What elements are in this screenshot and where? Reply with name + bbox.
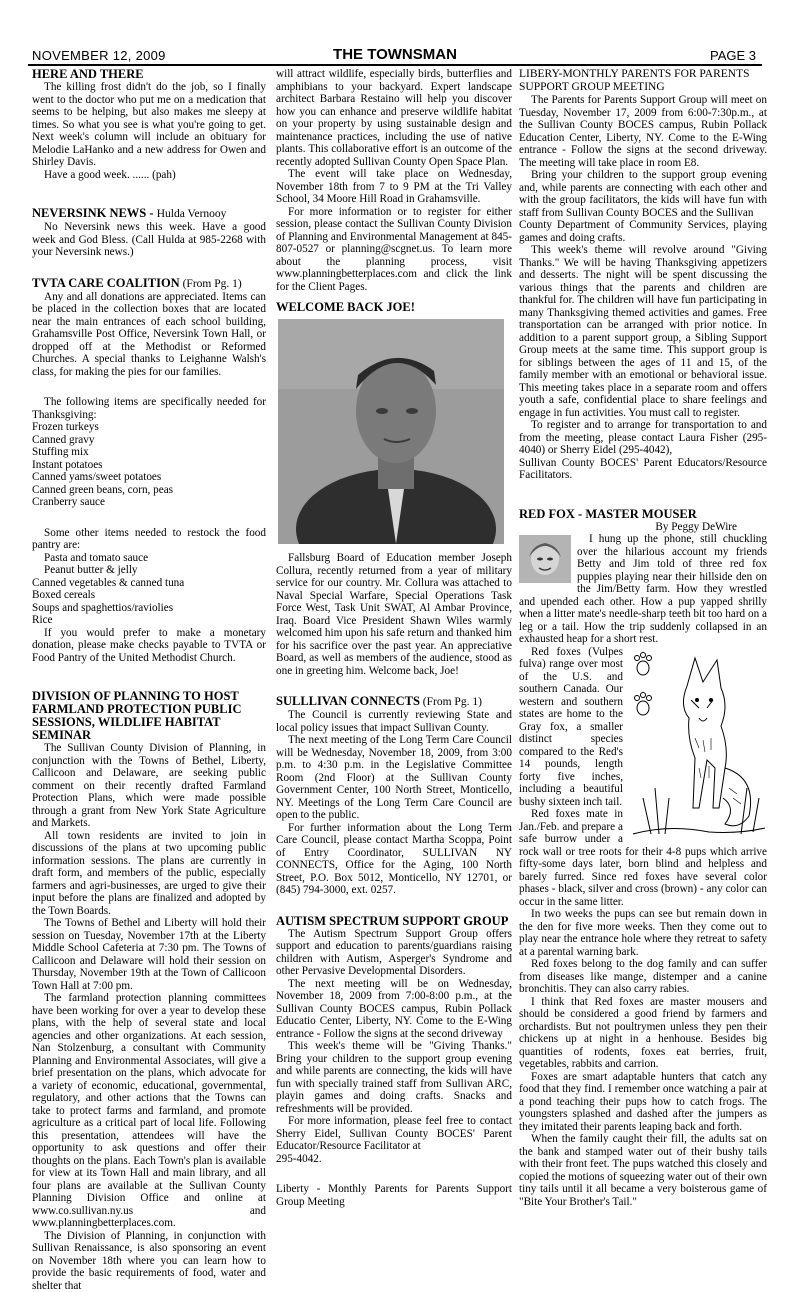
here-and-there-heading: HERE AND THERE	[32, 68, 266, 81]
joe-collura-photo	[278, 319, 504, 544]
neversink-author: Hulda Vernooy	[157, 208, 227, 220]
article-paragraph: The Sullivan County Division of Planning, in conjunction with the Towns of Bethel, Liberty, Callicoon and Delaware, are seeking public comment on their recently drafted Farmland Protection Plans, which were made possible through a grant from New York State Agriculture and Markets.	[32, 742, 266, 830]
column-3	[519, 68, 767, 1208]
neversink-news-heading: NEVERSINK NEWS - Hulda Vernooy	[32, 207, 266, 221]
article-paragraph: 295-4042.	[276, 1153, 512, 1166]
article-paragraph: To register and to arrange for transportation to and from the meeting, please contact Laura Fisher (295-4040) or Sherry Eidel (295-4042),	[519, 419, 767, 457]
article-paragraph: The next meeting of the Long Term Care Council will be Wednesday, November 18, 2009, from 3:00 p.m. to 4:30 p.m. in the Legislative Committee Room (2nd Floor) at the Sullivan County Government Center, 100 North Street, Monticello, NY. Meetings of the Long Term Care Council are open to the public.	[276, 734, 512, 822]
article-paragraph: Foxes are smart adaptable hunters that catch any food that they find. I remember once watching a pair at a pond teaching their pups how to catch frogs. The youngsters splashed and dashed after the jumpers as they imitated their parents leaping back and forth.	[519, 1071, 767, 1134]
red-fox-heading: RED FOX - MASTER MOUSER	[519, 508, 767, 521]
article-paragraph: The following items are specifically needed for Thanksgiving:	[32, 396, 266, 421]
liberty-parents-heading: LIBERY-MONTHLY PARENTS FOR PARENTS SUPPORT GROUP MEETING	[519, 68, 767, 94]
list-item: Canned yams/sweet potatoes	[32, 471, 266, 484]
article-paragraph: Fallsburg Board of Education member Joseph Collura, recently returned from a year of military service for our country. Mr. Collura was attached to Naval Special Warfare, Special Operations Task Force West, Task Unit SWAT, Al Ambar Province, Iraq. Board Vice President Shawn Wiles warmly welcomed him upon his safe return and thanked him for his sacrifice over the past year. An appreciative Board, as well as members of the audience, stood as one in greeting him. Welcome back, Joe!	[276, 552, 512, 677]
list-item: Canned green beans, corn, peas	[32, 484, 266, 497]
article-paragraph: This week's theme will revolve around "Giving Thanks." We will be having Thanksgiving appetizers and desserts. The night will be spent discussing the various things that the parents and children are thankful for. The children will have fun participating in many Thanksgiving themed activities and games. Free transportation can be arranged with prior notice. In addition to a parent support group, a Sibling Support Group meets at the same time. This support group is for siblings between the ages of 11 and 15, of the family member with an emotional or behavioral issue. This meeting takes place in a separate room and offers youth a safe, confidential place to share feelings and engage in fun activities. You must call to register.	[519, 244, 767, 419]
article-paragraph: Red foxes belong to the dog family and can suffer from diseases like mange, distemper and a canine bronchitis. They can also carry rabies.	[519, 958, 767, 996]
list-item: Frozen turkeys	[32, 421, 266, 434]
column-2	[276, 68, 512, 1208]
list-item: Stuffing mix	[32, 446, 266, 459]
peggy-dewire-photo	[519, 535, 571, 583]
division-of-planning-heading: DIVISION OF PLANNING TO HOST FARMLAND PROTECTION PUBLIC SESSIONS, WILDLIFE HABITAT SEMINAR	[32, 690, 266, 742]
article-paragraph: will attract wildlife, especially birds, butterflies and amphibians to your backyard. Expert landscape architect Barbara Restaino will help you discover how you can enhance and preserve wildlife habitat on your property by using sustainable design and maintenance practices, including the use of native plants. This collaborative effort is an outcome of the recently adopted Sullivan County Open Space Plan.	[276, 68, 512, 168]
article-paragraph: When the family caught their fill, the adults sat on the bank and stamped water out of their bushy tails with their front feet. The pups watched this closely and copied the motions of squeezing water out of their own tiny tails until it all became a very boisterous game of "Bite Your Brother's Tail."	[519, 1133, 767, 1208]
tvta-heading: TVTA CARE COALITION (From Pg. 1)	[32, 277, 266, 291]
article-paragraph: The Division of Planning, in conjunction with Sullivan Renaissance, is also sponsoring an event on November 18th where you can learn how to provide the basic requirements of food, water and shelter that	[32, 1230, 266, 1292]
article-paragraph: All town residents are invited to join in discussions of the plans at two upcoming public information sessions. The plans are currently in draft form, and members of the public, especially farmers and agri-businesses, are urged to give their input before the plans are finalized and adopted by the Town Boards.	[32, 830, 266, 918]
list-item: Peanut butter & jelly	[32, 564, 266, 577]
article-paragraph: For more information, please feel free to contact Sherry Eidel, Sullivan County BOCES' Parent Educator/Resource Facilitator at	[276, 1115, 512, 1153]
list-item: Rice	[32, 614, 266, 627]
list-item: Soups and spaghettios/raviolies	[32, 602, 266, 615]
article-paragraph: If you would prefer to make a monetary donation, please make checks payable to TVTA or Food Pantry of the United Methodist Church.	[32, 627, 266, 665]
paper-title: THE TOWNSMAN	[28, 46, 762, 63]
article-paragraph: The killing frost didn't do the job, so I finally went to the doctor who put me on a medication that seems to be helping, but also makes me sleepy at times. So what you see is what you're going to get. Next week's column will include an obituary for Melodie LaHanko and a new address for Owen and Shirley Davis.	[32, 81, 266, 169]
article-paragraph: The next meeting will be on Wednesday, November 18, 2009 from 7:00-8:00 p.m., at the Sullivan County BOCES campus, Rubin Pollack Educatio Center, Liberty, NY. Come to the E-Wing entrance - Follow the signs at the second driveway	[276, 978, 512, 1041]
article-paragraph: This week's theme will be "Giving Thanks." Bring your children to the support group evening and while parents are connecting, the kids will have fun with specially trained staff from Sullivan ARC, playin games and doing crafts. Snacks and refreshments will be provided.	[276, 1040, 512, 1115]
sullivan-connects-heading: SULLLIVAN CONNECTS (From Pg. 1)	[276, 695, 512, 709]
article-paragraph: The Autism Spectrum Support Group offers support and education to parents/guardians raising children with Autism, Asperger's Syndrome and other Pervasive Developmental Disorders.	[276, 928, 512, 978]
list-item: Canned vegetables & canned tuna	[32, 577, 266, 590]
article-paragraph: The event will take place on Wednesday, November 18th from 7 to 9 PM at the Tri Valley School, 34 Moore Hill Road in Grahamsville.	[276, 168, 512, 206]
article-paragraph: Sullivan County BOCES' Parent Educators/Resource Facilitators.	[519, 457, 767, 482]
article-paragraph: Liberty - Monthly Parents for Parents Support Group Meeting	[276, 1183, 512, 1208]
fox-illustration	[629, 648, 767, 838]
masthead	[28, 46, 762, 66]
article-paragraph: Bring your children to the support group evening and, while parents are connecting with each other and with the group facilitators, the kids will have fun with staff from Sullivan County BOCES and the Sullivan	[519, 169, 767, 219]
byline: By Peggy DeWire	[519, 521, 767, 534]
list-item: Instant potatoes	[32, 459, 266, 472]
article-paragraph: In two weeks the pups can see but remain down in the den for five more weeks. Then they come out to play near the entrance hole where they retreat to safety at a parental warning bark.	[519, 908, 767, 958]
list-item: Pasta and tomato sauce	[32, 552, 266, 565]
fox-article	[519, 533, 767, 1208]
article-paragraph: The Parents for Parents Support Group will meet on Tuesday, November 17, 2009 from 6:00-7:30p.m., at the Sullivan County BOCES campus, Rubin Pollack Education Center, Liberty, NY. Come to the E-Wing entrance - Follow the signs at the second driveway. The meeting will take place in room E8.	[519, 94, 767, 169]
article-paragraph: Any and all donations are appreciated. Items can be placed in the collection boxes that are located near the main entrances of each school building, Grahamsville Post Office, Neversink Town Hall, or dropped off at the Methodist or Reformed Churches. A special thanks to Leighanne Walsh's class, for making the pies for our families.	[32, 291, 266, 379]
article-paragraph: I think that Red foxes are master mousers and should be considered a good friend by farmers and orchardists. But not poultrymen unless they pen their chickens up at night in a henhouse. Besides big quantities of rodents, foxes eat berries, fruit, vegetables, rabbits and carrion.	[519, 996, 767, 1071]
article-paragraph: The farmland protection planning committees have been working for over a year to develop these plans, with the help of several state and local agencies and other organizations. At each session, Nan Stolzenburg, a consultant with Community Planning and Environmental Associates, will give a brief presentation on the plans, which advocate for a variety of economic, educational, governmental, regulatory, and other actions that the Towns can take to protect farms and farmland, and promote agriculture as a critical part of local life. Following this presentation, attendees will have the opportunity to ask questions and offer their thoughts on the plans. Each Town's plan is available for view at its Town Hall and main library, and all four plans are available at the Sullivan County Planning Division Office and online at www.co.sullivan.ny.us and www.planningbetterplaces.com.	[32, 992, 266, 1230]
article-paragraph: Some other items needed to restock the food pantry are:	[32, 527, 266, 552]
article-paragraph: County Department of Community Services, playing games and doing crafts.	[519, 219, 767, 244]
autism-support-heading: AUTISM SPECTRUM SUPPORT GROUP	[276, 915, 512, 928]
article-paragraph: The Towns of Bethel and Liberty will hold their session on Tuesday, November 17th at the Liberty Middle School Cafeteria at 7:30 pm. The Towns of Callicoon and Delaware will hold their session on Thursday, November 19th at the Town of Callicoon Town Hall at 7:00 pm.	[32, 917, 266, 992]
article-paragraph: I hung up the phone, still chuckling over the hilarious account my friends Betty and Jim told of three red fox puppies playing near their hillside den on the Jim/Betty farm. How they wrestled and upended each other. How a pup yapped shrilly when a litter mate's needle-sharp teeth bit too hard on a leg or a tail. How the trip suddenly collapsed in an exhausted heap for a short rest.	[519, 533, 767, 646]
article-paragraph: No Neversink news this week. Have a good week and God Bless. (Call Hulda at 985-2268 with your Neversink news.)	[32, 221, 266, 259]
article-paragraph: For more information or to register for either session, please contact the Sullivan County Division of Planning and Environmental Management at 845-807-0527 or planning@scgnet.us. To learn more about the planning process, visit www.planningbetterplaces.com and click the link for the Client Pages.	[276, 206, 512, 294]
list-item: Canned gravy	[32, 434, 266, 447]
article-paragraph: For further information about the Long Term Care Council, please contact Martha Scoppa, Point of Entry Coordinator, SULLIVAN NY CONNECTS, Office for the Aging, 100 North Street, P.O. Box 5012, Monticello, NY 12701, or (845) 794-3000, ext. 0257.	[276, 822, 512, 897]
article-paragraph: Red foxes mate in Jan./Feb. and prepare a safe burrow under a rock wall or tree roots for their 4-8 pups which arrive fifty-some days later, born blind and helpless and barely furred. Since red foxes have several color phases - black, silver and cross (brown) - any color can occur in the same litter.	[519, 808, 767, 908]
column-1	[32, 68, 266, 1292]
list-item: Boxed cereals	[32, 589, 266, 602]
list-item: Cranberry sauce	[32, 496, 266, 509]
article-paragraph: Have a good week. ...... (pah)	[32, 169, 266, 182]
article-paragraph: Red foxes (Vulpes fulva) range over most of the U.S. and southern Canada. Our western and southern states are home to the Gray fox, a smaller distinct species compared to the Red's 14 pounds, length forty five inches, including a beautiful bushy sixteen inch tail.	[519, 646, 767, 809]
welcome-back-joe-heading: WELCOME BACK JOE!	[276, 301, 512, 314]
page-number: PAGE 3	[710, 48, 756, 63]
article-paragraph: The Council is currently reviewing State and local policy issues that impact Sullivan County.	[276, 709, 512, 734]
issue-date: NOVEMBER 12, 2009	[32, 48, 166, 63]
